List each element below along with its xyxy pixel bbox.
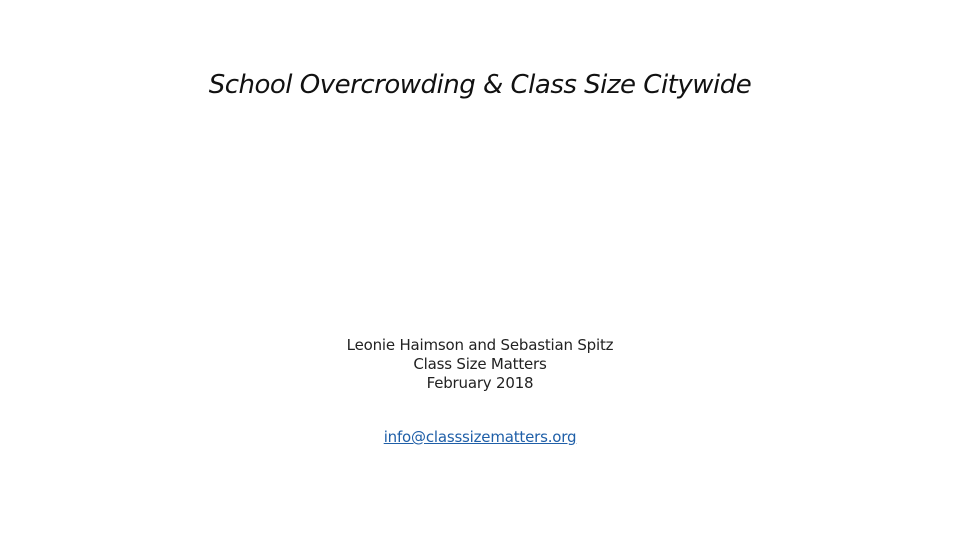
slide-title: School Overcrowding & Class Size Citywide bbox=[208, 70, 752, 100]
slide-subtitle bbox=[0, 336, 960, 393]
email-link[interactable]: info@classsizematters.org bbox=[383, 428, 577, 446]
date-line: February 2018 bbox=[426, 374, 534, 392]
authors-line: Leonie Haimson and Sebastian Spitz bbox=[346, 336, 614, 354]
organization-line: Class Size Matters bbox=[413, 355, 547, 373]
email-container bbox=[0, 428, 960, 446]
